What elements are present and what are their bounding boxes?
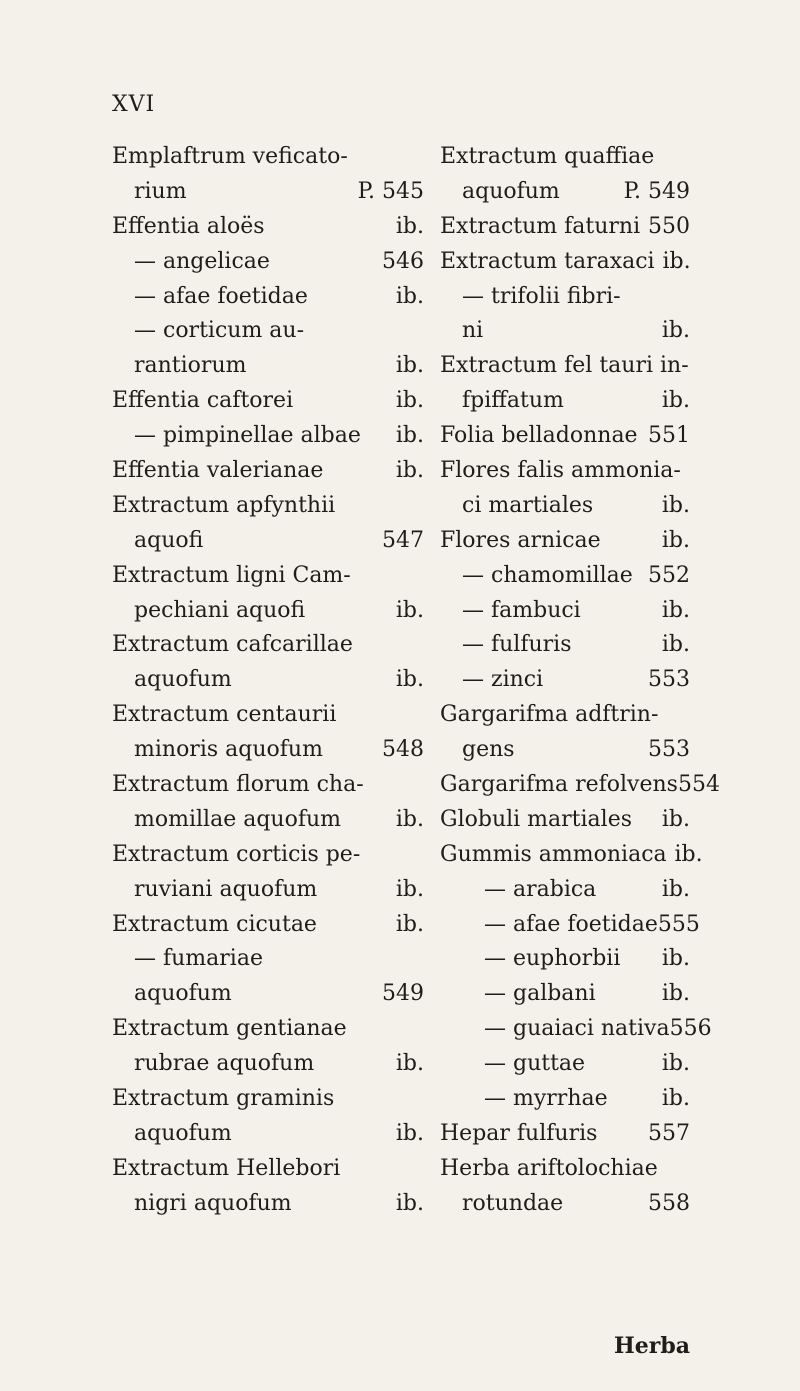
entry-text: Effentia aloës (112, 213, 265, 239)
entry-page: ib. (661, 318, 690, 344)
entry-page: ib. (395, 213, 424, 239)
index-entry (440, 1082, 690, 1117)
catchword: Herba (613, 1333, 690, 1359)
entry-page: ib. (395, 1120, 424, 1146)
entry-text: Extractum taraxaci (440, 248, 655, 274)
entry-text: gens (462, 737, 515, 763)
entry-text: pechiani aquofi (134, 597, 306, 623)
entry-text: Hepar fulfuris (440, 1120, 598, 1146)
index-entry (112, 803, 424, 838)
index-entry (112, 349, 424, 384)
index-entry (112, 594, 424, 629)
entry-page: ib. (395, 597, 424, 623)
index-entry (440, 559, 690, 594)
index-entry (112, 977, 424, 1012)
index-entry (112, 768, 424, 803)
entry-text: Folia belladonnae (440, 423, 638, 449)
entry-page: 555 (657, 911, 700, 937)
index-entry (112, 175, 424, 210)
entry-page: ib. (661, 946, 690, 972)
index-entry (440, 628, 690, 663)
index-entry (440, 594, 690, 629)
entry-text: Gargarifma adftrin- (440, 702, 659, 728)
entry-page: 554 (677, 772, 720, 798)
entry-text: Extractum graminis (112, 1086, 335, 1112)
index-entry (112, 314, 424, 349)
entry-text: Gargarifma refolvens (440, 772, 678, 798)
entry-text: nigri aquofum (134, 1190, 292, 1216)
entry-page: ib. (674, 841, 703, 867)
entry-text: rantiorum (134, 353, 247, 379)
index-entry (440, 140, 690, 175)
entry-page: ib. (662, 248, 691, 274)
entry-page: ib. (661, 632, 690, 658)
index-entry (112, 698, 424, 733)
index-entry (112, 489, 424, 524)
entry-text: Extractum faturni (440, 213, 641, 239)
index-entry (440, 663, 690, 698)
entry-text: rubrae aquofum (134, 1051, 315, 1077)
index-entry (112, 1047, 424, 1082)
index-entry (112, 628, 424, 663)
index-entry (440, 803, 690, 838)
index-entry (112, 663, 424, 698)
entry-text: — chamomillae (462, 562, 633, 588)
index-entry (440, 1187, 690, 1222)
index-column-right (440, 140, 720, 1222)
index-entry (440, 175, 690, 210)
index-entry (112, 733, 424, 768)
index-entry (440, 873, 690, 908)
entry-text: aquofum (134, 981, 232, 1007)
entry-text: rotundae (462, 1190, 564, 1216)
index-entry (440, 1117, 690, 1152)
entry-text: Gummis ammoniaca (440, 841, 667, 867)
entry-page: ib. (395, 667, 424, 693)
page-folio: XVI (112, 92, 156, 117)
entry-page: ib. (395, 458, 424, 484)
entry-page: P. 545 (357, 178, 424, 204)
entry-text: aquofum (134, 1120, 232, 1146)
entry-text: — angelicae (134, 248, 270, 274)
entry-text: aquofum (134, 667, 232, 693)
index-entry (112, 1082, 424, 1117)
index-entry (440, 1152, 690, 1187)
index-entry (440, 245, 690, 280)
entry-text: Extractum ligni Cam- (112, 562, 351, 588)
index-entry (112, 245, 424, 280)
entry-text: Effentia caftorei (112, 388, 294, 414)
entry-text: ci martiales (462, 492, 594, 518)
entry-text: — afae foetidae (134, 283, 308, 309)
entry-page: ib. (661, 597, 690, 623)
index-entry (112, 419, 424, 454)
entry-text: ni (462, 318, 484, 344)
entry-page: 553 (648, 667, 690, 693)
index-entry (440, 698, 690, 733)
entry-page: ib. (395, 1051, 424, 1077)
entry-text: — zinci (462, 667, 544, 693)
entry-page: 551 (648, 423, 690, 449)
index-entry (112, 454, 424, 489)
index-entry (440, 977, 690, 1012)
entry-text: aquofi (134, 527, 204, 553)
entry-page: P. 549 (623, 178, 690, 204)
entry-page: ib. (395, 1190, 424, 1216)
index-entry (440, 1012, 712, 1047)
entry-text: — arabica (484, 876, 597, 902)
entry-text: Flores falis ammonia- (440, 458, 681, 484)
entry-text: Herba ariftolochiae (440, 1155, 658, 1181)
index-entry (112, 942, 424, 977)
entry-page: 550 (648, 213, 690, 239)
entry-page: 556 (669, 1016, 712, 1042)
entry-text: Extractum cicutae (112, 911, 317, 937)
entry-page: 553 (648, 737, 690, 763)
entry-page: 547 (382, 527, 424, 553)
entry-text: — guttae (484, 1051, 586, 1077)
entry-text: — afae foetidae (484, 911, 658, 937)
index-entry (440, 524, 690, 559)
entry-page: ib. (661, 1086, 690, 1112)
entry-text: Globuli martiales (440, 806, 633, 832)
entry-page: ib. (661, 527, 690, 553)
entry-page: ib. (395, 806, 424, 832)
entry-page: ib. (395, 353, 424, 379)
entry-text: minoris aquofum (134, 737, 323, 763)
entry-text: Extractum quaffiae (440, 144, 655, 169)
index-entry (440, 210, 690, 245)
index-entry (440, 489, 690, 524)
entry-page: ib. (661, 492, 690, 518)
index-entry (112, 873, 424, 908)
entry-text: — corticum au- (134, 318, 305, 344)
index-entry (440, 768, 720, 803)
index-entry (112, 210, 424, 245)
entry-text: Extractum cafcarillae (112, 632, 353, 658)
entry-page: 558 (648, 1190, 690, 1216)
index-entry (440, 349, 690, 384)
entry-text: — trifolii fibri- (462, 283, 621, 309)
entry-text: Extractum centaurii (112, 702, 337, 728)
entry-text: momillae aquofum (134, 806, 341, 832)
entry-page: ib. (395, 911, 424, 937)
index-entry (112, 1117, 424, 1152)
entry-page: ib. (661, 388, 690, 414)
index-entry (112, 908, 424, 943)
entry-page: 546 (382, 248, 424, 274)
entry-text: Effentia valerianae (112, 458, 324, 484)
index-entry (440, 419, 690, 454)
entry-text: — fambuci (462, 597, 581, 623)
entry-text: Extractum fel tauri in- (440, 353, 689, 379)
entry-text: Extractum florum cha- (112, 772, 364, 798)
index-entry (112, 384, 424, 419)
entry-page: ib. (661, 806, 690, 832)
index-entry (440, 1047, 690, 1082)
index-entry (112, 559, 424, 594)
entry-text: Extractum apfynthii (112, 492, 336, 518)
index-entry (112, 1012, 424, 1047)
entry-page: ib. (661, 1051, 690, 1077)
entry-page: ib. (395, 876, 424, 902)
entry-text: Extractum gentianae (112, 1016, 347, 1042)
entry-page: ib. (395, 283, 424, 309)
entry-page: ib. (395, 388, 424, 414)
index-entry (112, 1187, 424, 1222)
entry-page: 552 (648, 562, 690, 588)
index-entry (112, 1152, 424, 1187)
entry-text: — euphorbii (484, 946, 621, 972)
index-entry (112, 140, 424, 175)
entry-page: ib. (395, 423, 424, 449)
index-entry (440, 280, 690, 315)
index-entry (112, 280, 424, 315)
entry-text: fpiffatum (462, 388, 564, 414)
entry-text: Emplaftrum veficato- (112, 144, 348, 169)
index-entry (440, 384, 690, 419)
index-entry (440, 942, 690, 977)
entry-text: ruviani aquofum (134, 876, 318, 902)
index-entry (440, 838, 703, 873)
entry-text: Extractum corticis pe- (112, 841, 361, 867)
index-entry (440, 454, 690, 489)
index-entry (112, 524, 424, 559)
entry-page: 549 (382, 981, 424, 1007)
entry-text: — myrrhae (484, 1086, 608, 1112)
index-entry (440, 314, 690, 349)
index-entry (440, 908, 700, 943)
entry-page: ib. (661, 981, 690, 1007)
index-column-left (112, 140, 424, 1222)
entry-text: aquofum (462, 178, 560, 204)
entry-page: 557 (648, 1120, 690, 1146)
entry-text: Extractum Hellebori (112, 1155, 341, 1181)
entry-text: — galbani (484, 981, 596, 1007)
entry-text: — pimpinellae albae (134, 423, 361, 449)
entry-text: — fumariae (134, 946, 263, 972)
entry-text: rium (134, 178, 187, 204)
index-entry (440, 733, 690, 768)
entry-page: 548 (382, 737, 424, 763)
entry-page: ib. (661, 876, 690, 902)
index-entry (112, 838, 424, 873)
entry-text: — guaiaci nativa (484, 1016, 670, 1042)
entry-text: Flores arnicae (440, 527, 601, 553)
entry-text: — fulfuris (462, 632, 572, 658)
